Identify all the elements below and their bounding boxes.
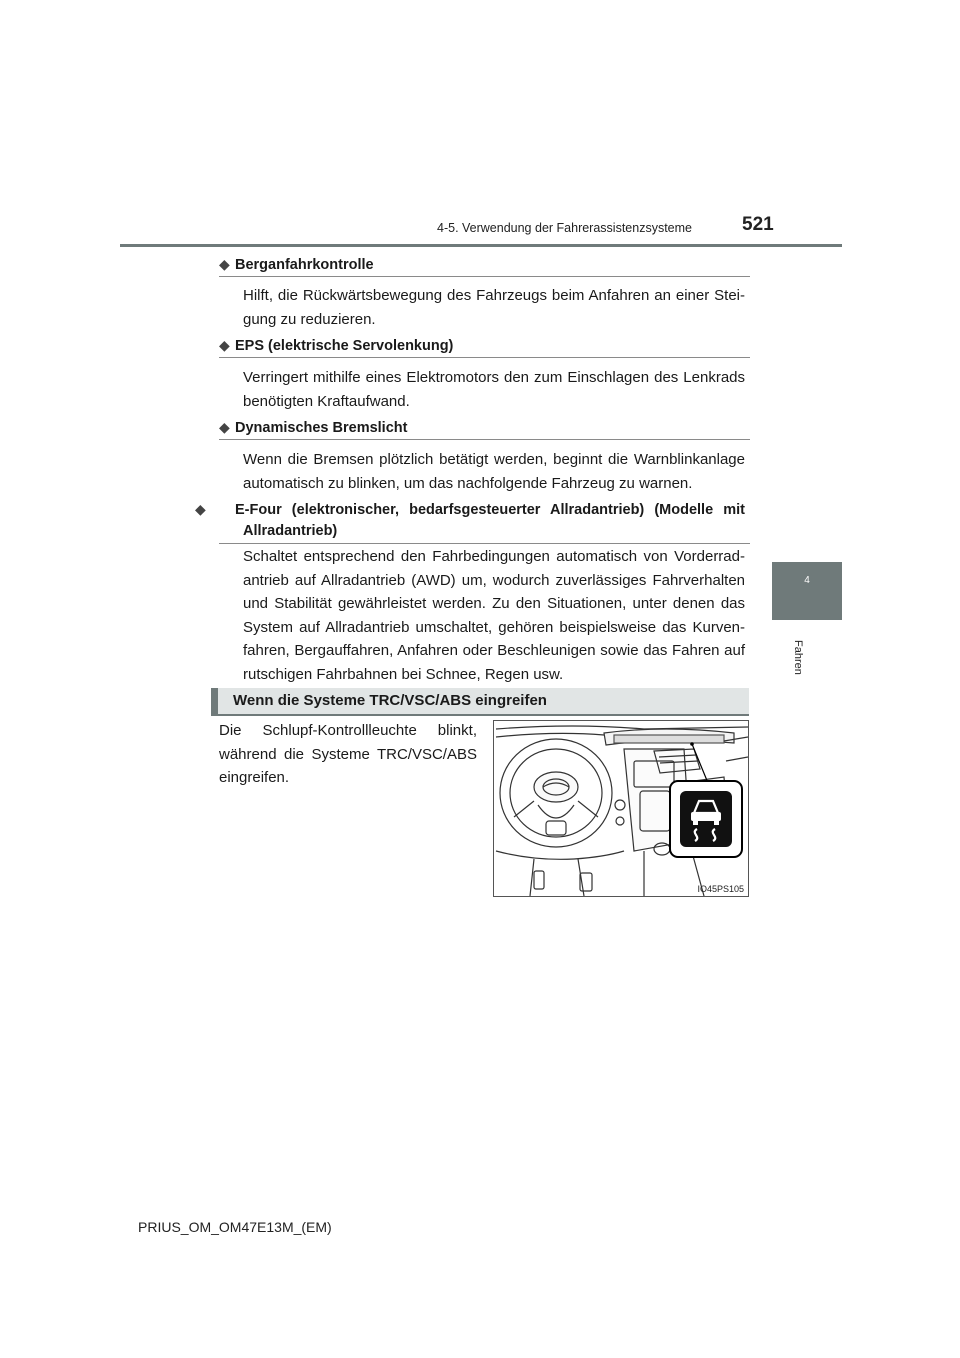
section-divider [219, 439, 750, 440]
section-heading-eps [219, 335, 749, 357]
dashboard-illustration [493, 720, 749, 897]
section-body: Hilft, die Rückwärtsbewegung des Fahrzeugs beim Anfahren an einer Stei-gung zu reduzieren. [243, 287, 745, 328]
diamond-bullet-icon: ◆ [219, 419, 230, 435]
subsection-heading-bar [211, 688, 749, 714]
section-divider [219, 276, 750, 277]
chapter-number: 4 [804, 575, 810, 586]
header-section-title: 4-5. Verwendung der Fahrerassistenzsysteme [437, 221, 692, 235]
subsection-divider [211, 714, 749, 716]
section-title: Berganfahrkontrolle [235, 257, 374, 273]
section-title: E-Four (elektronischer, bedarfsgesteuerter Allradantrieb) (Modelle mit Allradantrieb) [235, 502, 745, 539]
section-body: Verringert mithilfe eines Elektromotors den zum Einschlagen des Lenkrads benötigten Kraftaufwand. [243, 369, 745, 410]
section-divider [219, 357, 750, 358]
section-body: Wenn die Bremsen plötzlich betätigt werden, beginnt die Warnblinkanlage automatisch zu blinken, um das nachfolgende Fahrzeug zu warnen. [243, 451, 745, 492]
diamond-bullet-icon: ◆ [219, 337, 230, 353]
section-heading-berganfahrkontrolle [219, 254, 749, 276]
subsection-title: Wenn die Systeme TRC/VSC/ABS eingreifen [233, 692, 547, 709]
chapter-tab[interactable] [772, 562, 842, 620]
header-divider [120, 244, 842, 247]
section-title: Dynamisches Bremslicht [235, 420, 408, 436]
subsection-body: Die Schlupf-Kontrollleuchte blinkt, während die Systeme TRC/VSC/ABS eingreifen. [219, 722, 477, 786]
figure-code: IO45PS105 [697, 884, 744, 894]
page-number: 521 [742, 214, 774, 235]
section-body: Schaltet entsprechend den Fahrbedingungen automatisch von Vorderrad-antrieb auf Allradantrieb (AWD) um, wodurch zuverlässiges Fahrverhalten und Stabilität gewährleistet werden. Zu den Situationen, unter denen das System auf Allradantrieb umschaltet, gehören beispielsweise das Kurven-fahren, Bergauffahren, Anfahren oder Beschleunigen sowie das Fahren auf rutschigen Fahrbahnen bei Schnee, Regen usw. [243, 548, 745, 683]
section-title: EPS (elektrische Servolenkung) [235, 338, 454, 354]
section-heading-efour [195, 499, 745, 542]
footer-document-id: PRIUS_OM_OM47E13M_(EM) [138, 1219, 332, 1235]
section-heading-bremslicht [219, 417, 749, 439]
section-divider [219, 543, 750, 544]
diamond-bullet-icon: ◆ [219, 256, 230, 272]
chapter-label: Fahren [792, 640, 804, 675]
dashboard-drawing [494, 721, 748, 896]
slip-indicator-icon [680, 791, 732, 847]
diamond-bullet-icon: ◆ [195, 501, 206, 517]
